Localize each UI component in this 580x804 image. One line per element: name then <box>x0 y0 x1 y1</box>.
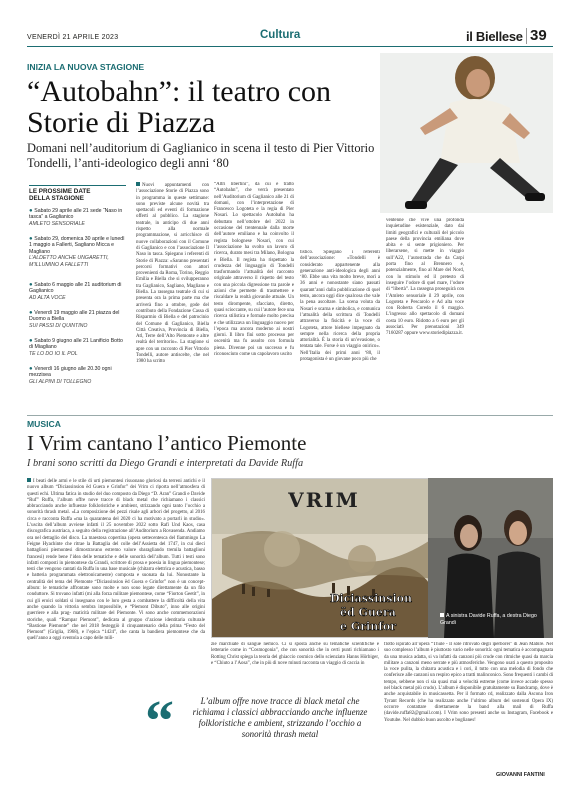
bullet-icon: ● <box>29 282 35 288</box>
event-date: Venerdì 19 maggio alle 21 piazza del Duomo a Biella <box>29 310 120 323</box>
publication-name: il Biellese <box>466 29 523 44</box>
event-date: Sabato 29, domenica 30 aprile e lunedì 1 maggio a Fallerti, Sagliano Micca e Magliano <box>29 236 125 255</box>
issue-date: VENERDÌ 21 APRILE 2023 <box>27 34 119 41</box>
bullet-icon: ● <box>29 366 35 372</box>
article1-column-3 <box>300 250 380 410</box>
author-byline: GIOVANNI FANTINI <box>496 772 545 778</box>
caption-marker-icon <box>440 613 444 617</box>
header-rule <box>27 46 553 47</box>
album-cover <box>211 478 435 638</box>
article1-column-4 <box>386 218 464 410</box>
article1-text-1: Nuovi appuntamenti con l’associazione Storie di Piazza sono in programma in queste settimane: sono previste alcune novità tra spettacoli ed eventi di formazione offerti al pubblico. La stagione teatrale, in anticipo di due anni rispetto alla normale programmazione, si arricchisce di nuove collaborazioni con il Comune di Gaglianico e con l’associazione Il Naso in tasca. Spiegano i referenti di Storie di Piazza: «Saranno presentati percorsi formativi con attori provenienti da Roma, Torino, Reggio Emilia e Biella che si svilupperanno tra Gaglianico, Sagliano, Magliano e Biella. La rassegna teatrale di cui si presenta ora la prima parte ma che arriverà fino a ottobre, gode del contributo della Fondazione Cassa di Risparmio di Biella e del patrocinio del Comune di Gaglianico, Biella Città Creativa, Provincia di Biella, Atl, Terre dell’Alto Piemonte e altre realtà del territorio». La stagione si apre con un racconto di Pier Vittorio Tondelli, autore antiscelte, che nel 1980 ha scritto <box>136 183 209 365</box>
event-date: Sabato 29 aprile alle 21 sede “Naso in tasca” a Gaglianico <box>29 208 123 221</box>
article2-column-3 <box>384 642 553 776</box>
bullet-icon: ● <box>29 338 35 344</box>
article1-kicker: INIZIA LA NUOVA STAGIONE <box>27 62 145 72</box>
article1-column-1 <box>136 182 209 410</box>
photo-caption-text: A sinistra Davide Ruffa, a destra Diego Grandi <box>440 613 537 626</box>
cover-title-line: e Grinfor <box>340 620 397 633</box>
event-item <box>29 338 126 357</box>
section-name: Cultura <box>260 29 301 41</box>
article2-kicker: MUSICA <box>27 419 61 429</box>
event-date: Sabato 9 giugno alle 21 Lanificio Botto di Miagliano <box>29 338 123 351</box>
article2-subtitle: I brani sono scritti da Diego Grandi e interpretati da Davide Ruffa <box>27 458 304 469</box>
pull-quote <box>145 688 380 782</box>
sidebar-title: LE PROSSIME DATE DELLA STAGIONE <box>29 188 91 203</box>
section-divider <box>27 415 553 416</box>
pull-quote-text: L’album offre nove tracce di black metal che richiama i classici abbracciando anche influenze folkloristiche e ambient, strizzando l’occhio a sonorità thrash metal <box>192 696 368 739</box>
event-play: AMLETO SENSORIALE <box>29 220 85 227</box>
event-date: Sabato 6 maggio alle 21 auditorium di Gaglianico <box>29 282 122 295</box>
paragraph-marker-icon <box>27 478 31 482</box>
header-divider <box>526 28 527 44</box>
article2-text-3: flotto ispirato all’opera “Thule - Il sole ritrovato degli iperborei” di Jean Mabire. Nel suo complesso l’album è piuttosto vario nelle sonorità: ogni tematica è accompagnata da una musica adatta, si va infatti da canzoni più crude con ritmiche quasi da marcia militare a canzoni meno serrate e più atmosferiche. Vengono usati a questo proposito la voce pulita, la chitarra acustica e i cori, il tutto con una melodia di fondo che conferisce alle canzoni un respiro epico a tratti malinconico. Sono frequenti i cambi di tempo, sebbene non ci sia quasi mai a velocità estreme (come invece accade spesso nel black metal più crudo). L’album è disponibile gratuitamente su Bandcamp, dove è anche acquistabile in musicassetta. Per il formato cd, realizzato dalla Ascona Iron Tyrant Records (che ha realizzato anche l’ultimo album del sostenuti Opera IX) occorre contattare direttamente la band alla mail di Ruffa (davide.ruffa82@gmail.com). I Vrim sono presenti anche su Instagram, Facebook e Youtube. Nel dubbio buon ascolto e boglianes! <box>384 642 553 723</box>
article1-title: “Autobahn”: il teatro con Storie di Piazza <box>27 75 332 139</box>
sidebar-top-rule <box>29 185 126 186</box>
article1-subtitle: Domani nell’auditorium di Gaglianico in scena il testo di Pier Vittorio Tondelli, l’anti-ideologico degli anni ‘80 <box>27 141 375 170</box>
article1-text-2: “Altri libertini”, da cui è tratto “Autobahn”, che verrà presentato nell’Auditorium di Gaglianico alle 21 di domani, con l’interpretazione di Francesco Logoteta e la regia di Pier Nosari. Lo spettacolo Autobahn ha debuttato nell’ottobre del 2022 in occasione del trentennale dalla morte dell’autore emiliano e ha coinvolto il regista bolognese Nosari, con cui l’associazione ha svolto un lavoro di ricerca, durato mesi tra Milano, Bologna e Biella. Il regista ha rispettato la crudezza del linguaggio di Tondelli trasformando l’attualità del racconto originale attraverso il rispetto del testo con una piccola digressione tra parole e azioni che permette di trasmettere e riscaldare la realtà giovanile attuale. Un testo dirompente, sfacciato, diretto, quasi scioccante, su cui l’autore fece una ricerca stilistica e formale molto precisa e che utilizzava un linguaggio nuovo per l’epoca ma ancora moderno ai nostri giorni. Il libro finì sotto processo per oscenità ma fu assolto con formula piena. Divenne poi un successo e fu riconosciuto come un capolavoro uscito <box>214 182 294 358</box>
photo-caption <box>440 613 548 626</box>
event-play: TE LO DO IO IL POL <box>29 350 78 357</box>
band-logo: VRIM <box>288 488 360 512</box>
event-play: GLI ALPINI DI TOLLEGNO <box>29 378 92 385</box>
article2-column-2 <box>211 642 379 672</box>
article1-column-2 <box>214 182 294 410</box>
cover-title-line: Diciassinsion <box>330 592 412 605</box>
event-date: Venerdì 16 giugno alle 20.30 ogni mezzisea <box>29 366 112 379</box>
event-item <box>29 236 126 268</box>
page-number: 39 <box>530 27 547 44</box>
bullet-icon: ● <box>29 310 35 316</box>
event-play: SUI PASSI DI QUINTINO <box>29 322 88 329</box>
event-item <box>29 208 126 227</box>
bullet-icon: ● <box>29 236 35 242</box>
article2-title: I Vrim cantano l’antico Piemonte <box>27 431 307 455</box>
quote-mark-icon: “ <box>145 688 174 753</box>
cover-title-line: ëd Guera <box>340 606 396 619</box>
article1-photo <box>380 53 553 213</box>
event-play: AD ALTA VOCE <box>29 294 66 301</box>
bullet-icon: ● <box>29 208 35 214</box>
article2-text-2: zie marchiate di sangue nemico. Ci si sposta anche su tematiche scientifiche e letterarie come in “Cosmogonia”, che con sonorità che in certi punti richiamano i Rotting Christ spiega la teoria del ghiaccio cosmico dello scienziato Hanns Hörbiger, e “Chiuto a l’Aosa”, che in più di nove minuti racconta un viaggio di caccia in <box>211 642 379 666</box>
event-item <box>29 366 126 385</box>
event-item <box>29 282 126 301</box>
event-play: L’ALDETTO ANCHE UNGARETTI, M’ILLUMINO A FALLETTI <box>29 255 109 268</box>
article2-text-1: I beati delle armi e le stile di urti piemontesi risuonano gloriosi da terreni antichi e il nuovo album “Diciassinsion ëd Guera e Grinfor” dei Vrim ci riporta nell’atmosfera di questi echi. Ultima fatica in studio del duo composto da Diego “D. Aran” Grandi e Davide “Ruf” Ruffa, l’album offre nove tracce di black metal che richiamano i classici abbracciando anche influenze folkloristiche e ambient, strizzando ogni tanto l’occhio a sonorità thrash metal. «La composizione dei pezzi risale agli arbori del progetto, al 2016 circa e racconta Ruffa «ma la quarantena del 2020 ci ha motivato a portarli in studio». L’uscita dell’album avviene infatti il 25 novembre 2022 sotto Rafi Und Kaos, casa discografica austriaca, a seguito della registrazione all’Auditorium a Rovasenda. Andiamo ora nel dettaglio del disco. La maestosa copertina (opera settecentesca del fiammingo La Feigne Hyachinte che ritrae la Battaglia del colle dell’Assietta del 1747, in cui dieci battaglioni piemontesi dimostravano estremo valore sbaragliando tremila battaglioni francesi) rende bene l’idea delle tematiche e delle sonorità dell’album. Tutti i testi sono infatti composti in piemontese da Grandi, scrittore di prosa e poesia in lingua piemontese; testi che vengono cantati da Ruffa in una base musicale (chitarra elettrica e acustica, basso e batteria programmata elettronicamente) composta e suonata da lui. Nonostante la centralità del tema del Piemonte “Diciassinsion ëd Guera e Grinfor” non è un concept-album: le tematiche affrontate sono molte e non sono legate direttamente da un filo conduttore. Si trovano infatti (mi alla forza militare piemontese, come “Fiorton Geetit”, in cui gli eroici soldati si insegnano con le loro gesta a combattere la difficoltà della vita anche quando la vittoria sembra impossibile, e “Piemont Dibuto”, inno alle origini guerriere e alla prag- maticità militare del Piemonte. Vi sono anche commemorazioni storiche, quali “Rampar Piemont”, dedicata al gruppo d’azione identitaria culturale “Bastione Piemonte” che nel 2018 festeggiò il cinquantenario della prima “Festo del Piemont” (Griglia, 1968), e l’epica “1424”, che canta la bandiera piemontese che da quell’anno a oggi sventola a capo delle mili- <box>27 479 205 642</box>
event-item <box>29 310 126 329</box>
article1-text-4: ventenne che vive una profonda inquietudine esistenziale, dato dai limiti geografici e culturali del piccolo paese della provincia emiliana dove abita e si sente prigioniero. Per liberarsene, si mette in viaggio sull’A22, l’autostrada che da Carpi porta fino al Brennero e, potenzialmente, fino al Mare del Nord, con lo stimolo ed il pretesto di inseguire l’odore di quel mare, l’odore di “libertà”. La rassegna proseguirà con l’Amleto sensoriale il 29 aprile, con Logoteta e Pescarolo e Ad alta voce con Roberta Coredo il 6 maggio. L’ingresso allo spettacolo di domani costa 10 euro. Ridotto a 6 euro per gli associati. Per prenotazioni 349 7160287 oppure www.storiedipiazza.it. <box>386 218 464 337</box>
article1-text-3: tistico. Spiegano i referenti dell’associazione: «Tondelli è considerato appartenente alla generazione anti-ideologica degli anni ‘80. Ebbe una vita molto breve, morì a 36 anni e nonostante siano passati quarant’anni dalla pubblicazione di quel testo, ancora oggi dice qualcosa che vale la pena ascoltare. La scena voluta da Nosari e scarna e simbolica, e comunica l’attualità della scrittura di Tondelli attraverso la fisicità e la voce di Logoteta, attore biellese impegnato da sempre nella ricerca della propria attorialità. È la storia di un’evasione, o tentata tale. Forse è un viaggio onirico». Nell’Italia dei primi anni ‘80, il protagonista è un giovane poco più che <box>300 250 380 363</box>
paragraph-marker-icon <box>136 182 140 186</box>
